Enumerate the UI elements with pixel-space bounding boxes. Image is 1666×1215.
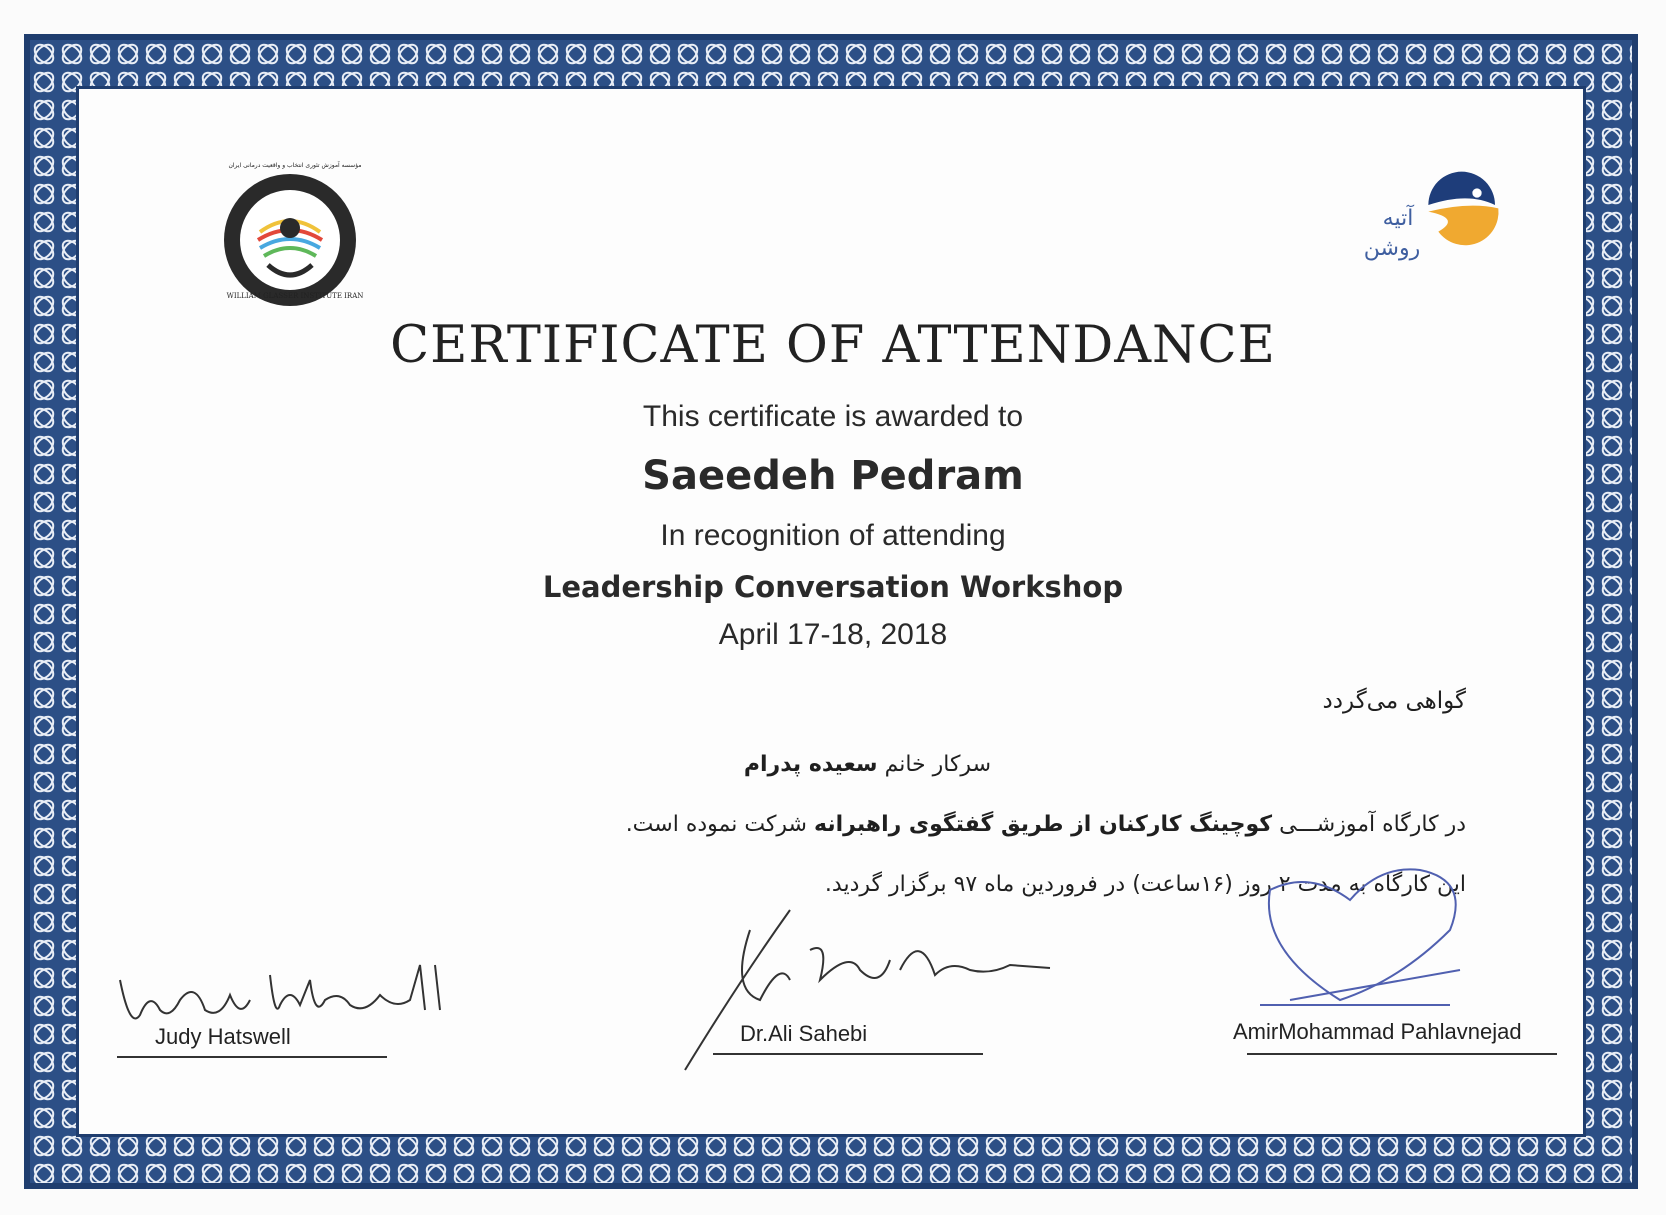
recognition-label: In recognition of attending (660, 519, 1006, 552)
persian-line-1 (744, 752, 991, 777)
persian-heading: گواهی می‌گردد (1322, 688, 1466, 714)
persian-line-2-prefix: در کارگاه آموزشـــی (1279, 812, 1466, 837)
persian-line-2-suffix: شرکت نموده است. (625, 812, 807, 837)
left-logo-top-text: مؤسسه آموزش تئوری انتخاب و واقعیت درمانی ایران (228, 162, 362, 169)
william-glasser-institute-logo (220, 170, 360, 310)
atieh-roshan-logo (1415, 145, 1555, 265)
left-logo-ring-text: WILLIAM GLASSER INSTITUTE IRAN (226, 292, 364, 300)
event-date: April 17-18, 2018 (718, 618, 948, 651)
atieh-logo-text-1: آتیه (1382, 206, 1414, 231)
persian-line-1-prefix: سرکار خانم (884, 752, 991, 777)
signature-line-3 (1247, 1053, 1557, 1055)
persian-line-1-name: سعیده پدرام (743, 752, 878, 777)
atieh-logo-text-2: روشن (1363, 236, 1421, 261)
persian-line-3: این کارگاه به مدت ۲ روز (۱۶ساعت) در فروردین ماه ۹۷ برگزار گردید. (824, 872, 1466, 897)
awarded-to-label: This certificate is awarded to (642, 400, 1024, 433)
signature-name-2: Dr.Ali Sahebi (740, 1021, 868, 1046)
signature-name-1: Judy Hatswell (155, 1024, 291, 1049)
recipient-name: Saeedeh Pedram (642, 453, 1024, 499)
persian-line-2 (626, 812, 1466, 837)
signature-line-1 (117, 1056, 387, 1058)
signature-line-2 (713, 1053, 983, 1055)
signature-name-3: AmirMohammad Pahlavnejad (1233, 1019, 1522, 1044)
certificate-title: CERTIFICATE OF ATTENDANCE (390, 316, 1276, 375)
persian-line-2-bold: کوچینگ کارکنان از طریق گفتگوی راهبرانه (814, 812, 1273, 837)
signature-stamp-pahlavnejad (1250, 860, 1490, 1020)
workshop-name: Leadership Conversation Workshop (542, 570, 1124, 604)
